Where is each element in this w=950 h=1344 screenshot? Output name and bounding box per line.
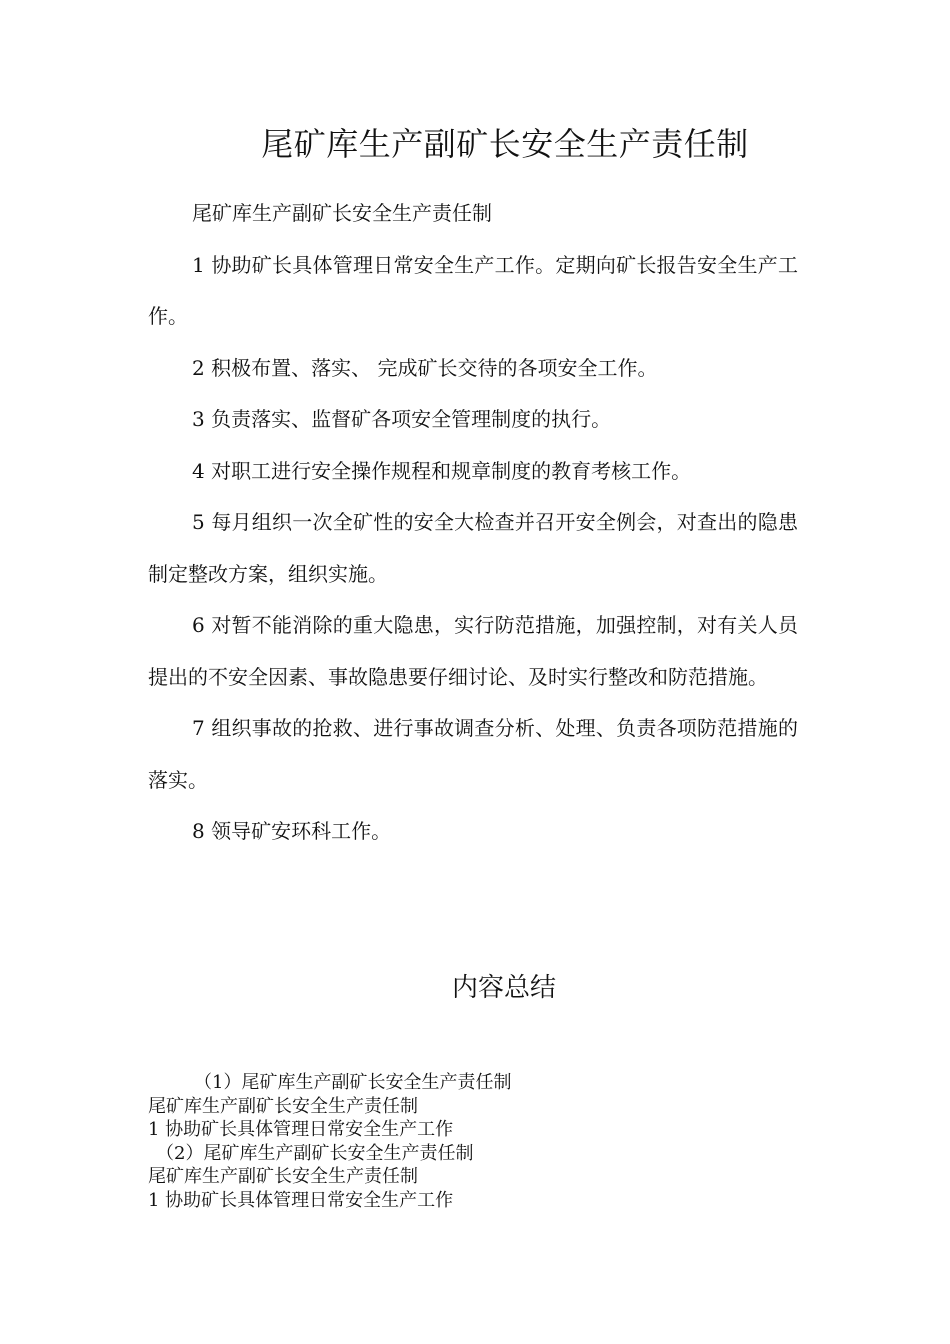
paragraph-item-3: 3 负责落实、监督矿各项安全管理制度的执行。 <box>192 407 612 431</box>
paragraph-item-1: 1 协助矿长具体管理日常安全生产工作。定期向矿长报告安全生产工作。 <box>148 252 798 328</box>
paragraph-item-4: 4 对职工进行安全操作规程和规章制度的教育考核工作。 <box>192 458 692 483</box>
paragraph-item-5: 5 每月组织一次全矿性的安全大检查并召开安全例会，对查出的隐患制定整改方案，组织实施。 <box>148 510 798 586</box>
document-body <box>148 188 798 858</box>
paragraph-heading: 尾矿库生产副矿长安全生产责任制 <box>192 201 492 225</box>
summary-line-3: 1 协助矿长具体管理日常安全生产工作 <box>148 1119 454 1141</box>
paragraph-item-7: 7 组织事故的抢救、进行事故调查分析、处理、负责各项防范措施的落实。 <box>148 716 798 792</box>
summary-line-1: （1）尾矿库生产副矿长安全生产责任制 <box>194 1072 512 1093</box>
paragraph-item-2: 2 积极布置、落实、 完成矿长交待的各项安全工作。 <box>192 355 658 380</box>
summary-block <box>148 1071 798 1213</box>
document-title: 尾矿库生产副矿长安全生产责任制 <box>261 125 749 163</box>
paragraph-item-8: 8 领导矿安环科工作。 <box>192 819 392 843</box>
summary-title: 内容总结 <box>451 973 556 1003</box>
summary-line-5: 尾矿库生产副矿长安全生产责任制 <box>148 1166 418 1188</box>
paragraph-item-6: 6 对暂不能消除的重大隐患，实行防范措施，加强控制，对有关人员提出的不安全因素、事故隐患要仔细讨论、及时实行整改和防范措施。 <box>148 613 798 689</box>
summary-line-4: （2）尾矿库生产副矿长安全生产责任制 <box>156 1142 474 1164</box>
summary-line-2: 尾矿库生产副矿长安全生产责任制 <box>148 1095 418 1117</box>
summary-line-6: 1 协助矿长具体管理日常安全生产工作 <box>148 1189 454 1211</box>
